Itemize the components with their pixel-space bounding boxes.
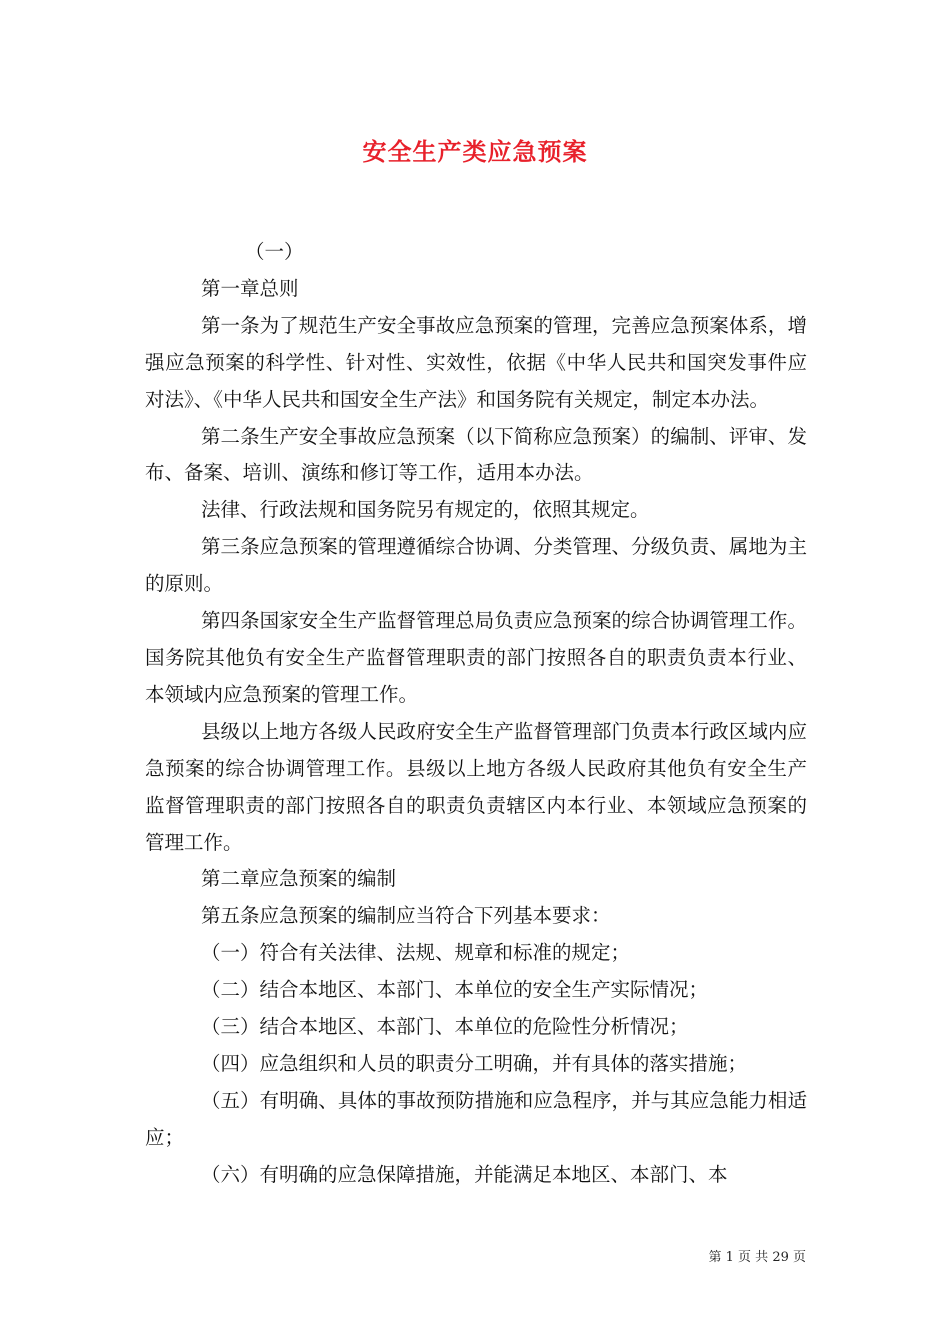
- paragraph: 法律、行政法规和国务院另有规定的，依照其规定。: [201, 498, 650, 522]
- document-body: [145, 234, 807, 1194]
- paragraph: 第二条生产安全事故应急预案（以下简称应急预案）的编制、评审、发布、备案、培训、演练和修订等工作，适用本办法。: [145, 424, 807, 485]
- paragraph: 第五条应急预案的编制应当符合下列基本要求：: [201, 904, 611, 928]
- paragraph: 第二章应急预案的编制: [201, 867, 397, 891]
- document-title: 安全生产类应急预案: [362, 137, 588, 166]
- paragraph: 第四条国家安全生产监督管理总局负责应急预案的综合协调管理工作。国务院其他负有安全生产监督管理职责的部门按照各自的职责负责本行业、本领域内应急预案的管理工作。: [145, 609, 807, 706]
- paragraph: （二）结合本地区、本部门、本单位的安全生产实际情况；: [201, 978, 709, 1002]
- paragraph: 第一条为了规范生产安全事故应急预案的管理，完善应急预案体系，增强应急预案的科学性、针对性、实效性，依据《中华人民共和国突发事件应对法》、《中华人民共和国安全生产法》和国务院有关规定，制定本办法。: [145, 313, 807, 411]
- page-number: 第 1 页 共 29 页: [708, 1250, 806, 1265]
- paragraph: 第一章总则: [201, 276, 299, 300]
- paragraph: （一）符合有关法律、法规、规章和标准的规定；: [201, 941, 631, 965]
- paragraph: （四）应急组织和人员的职责分工明确，并有具体的落实措施；: [201, 1051, 748, 1075]
- section-marker: （一）: [245, 240, 304, 263]
- paragraph: 第三条应急预案的管理遵循综合协调、分类管理、分级负责、属地为主的原则。: [145, 535, 807, 596]
- paragraph: 县级以上地方各级人民政府安全生产监督管理部门负责本行政区域内应急预案的综合协调管理工作。县级以上地方各级人民政府其他负有安全生产监督管理职责的部门按照各自的职责负责辖区内本行业、本领域应急预案的管理工作。: [145, 719, 807, 854]
- paragraph: （六）有明确的应急保障措施，并能满足本地区、本部门、本: [201, 1162, 728, 1186]
- paragraph: （三）结合本地区、本部门、本单位的危险性分析情况；: [201, 1015, 689, 1039]
- paragraph: （五）有明确、具体的事故预防措施和应急程序，并与其应急能力相适应；: [145, 1088, 807, 1149]
